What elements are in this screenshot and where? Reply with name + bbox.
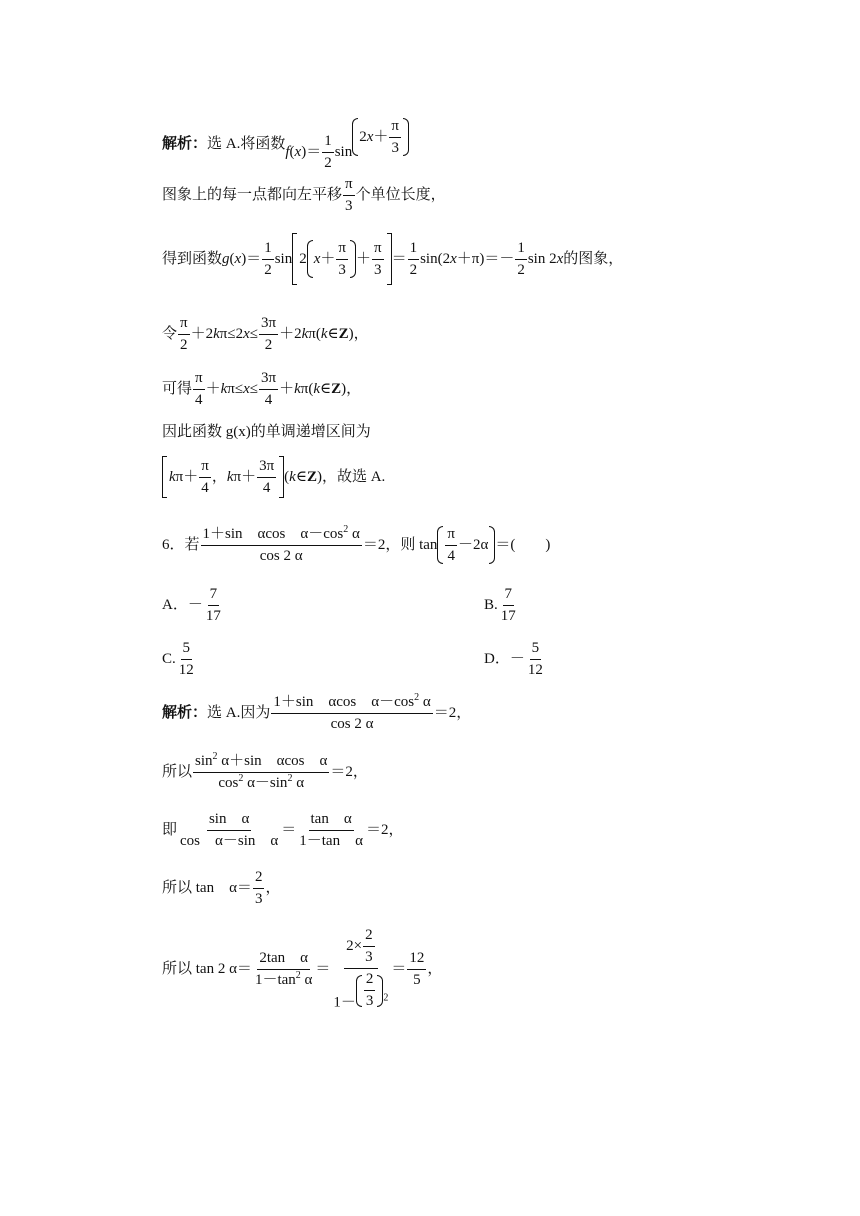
sol6-eq-5: 2tan α $1-\tan^2$ α ＝ 2× $\frac{2}{3}$ 1－ 2 3 $^2$ ＝ 12 5 ， (254, 927, 443, 1011)
option-d-letter: D． (484, 651, 510, 667)
sol6-line-3 (162, 812, 403, 849)
sol6-text-ie: 即 (162, 822, 178, 838)
option-a[interactable] (162, 587, 224, 624)
sol5-text-graph: 的图象， (563, 250, 624, 267)
sol6-eq-1: 1＋sin αcos $\alpha-\cos^2$ α cos 2 α ＝2， (273, 692, 472, 732)
sol5-line-1 (162, 118, 409, 171)
inequality-1: π 2 ＋2 k π≤2 x ≤ 3π 2 ＋2 k π( k ∈ Z )， (180, 315, 369, 353)
sol5-text-shift: 图象上的每一点都向左平移 (162, 187, 343, 203)
sol5-text-let: 令 (162, 326, 178, 342)
q6-condition-fraction: 1＋sin αcos $\alpha-\cos^2$ α cos 2 α (202, 523, 360, 564)
sol5-text-get: 得到函数 (162, 250, 223, 267)
inequality-2: π 4 ＋ k π≤ x ≤ 3π 4 ＋ k π( k ∈ Z )， (195, 370, 362, 408)
sol5-line-5 (162, 371, 361, 408)
q6-tan-arg: π 4 －2α (437, 526, 495, 564)
sol6-eq-3: sin α cos α－sin α ＝ tan α 1－tan α ＝2， (180, 811, 404, 849)
option-c[interactable] (162, 641, 197, 678)
sol6-intro: 选 A.因为 (207, 705, 271, 721)
sol5-text-obtain: 可得 (162, 381, 193, 397)
sol6-text-tan2a: 所以 tan 2 α＝ (162, 960, 252, 977)
question6-stem (162, 523, 551, 564)
fraction-pi-3: π 3 (345, 176, 353, 214)
option-d-sign: － (509, 651, 525, 667)
sol5-text-increasing: 因此函数 g(x)的单调递增区间为 (162, 424, 371, 440)
q6-number: 6．若 (162, 536, 200, 553)
formula-g: g ( x )＝ 1 2 sin 2 x ＋ π 3 ＋ π 3 ＝ 1 2 sin(2 x ＋π)＝－ 1 2 sin 2 x (222, 233, 563, 285)
option-b[interactable] (484, 587, 519, 624)
option-c-letter: C. (162, 651, 176, 667)
q6-text-then: ＝2，则 tan (362, 536, 438, 553)
option-b-letter: B. (484, 597, 498, 613)
solution6-label: 解析： (162, 705, 208, 721)
option-d[interactable] (484, 641, 546, 678)
q6-blank: ＝( ) (495, 536, 551, 553)
sol5-line-6 (162, 425, 371, 440)
sol6-eq-2: $\sin^2 \alpha+\sin$ αcos α $\cos^2 \alpha-\sin^2$ α ＝2， (195, 751, 368, 791)
sol6-text-so: 所以 (162, 764, 193, 780)
sol5-intro: 选 A.将函数 (207, 136, 286, 153)
sol6-line-4 (162, 870, 280, 907)
option-d-fraction: 5 12 (527, 640, 543, 678)
sol5-text-unit: 个单位长度， (355, 187, 446, 203)
sol5-line-2 (162, 177, 446, 214)
sol5-line-7 (162, 456, 385, 498)
interval: k π＋ π 4 ， k π＋ 3π 4 ( k ∈ Z ) (162, 456, 322, 498)
sol5-line-4 (162, 316, 369, 353)
solution-label: 解析： (162, 136, 208, 153)
option-c-fraction: 5 12 (178, 640, 194, 678)
sol6-text-tan: 所以 tan α＝ (162, 880, 252, 896)
sol5-line-3 (162, 233, 623, 285)
sol5-text-choose: ，故选 A. (321, 468, 386, 485)
formula-f: f(x)＝ $\frac{1}{2}$ sin 2 x ＋ π 3 (285, 118, 409, 171)
sol6-line-5 (162, 928, 442, 1011)
option-b-fraction: 7 17 (500, 586, 516, 624)
sol6-line-1 (162, 692, 472, 732)
option-a-letter: A． (162, 597, 188, 613)
option-a-fraction: 7 17 (205, 586, 221, 624)
sol6-line-2 (162, 751, 368, 791)
option-a-sign: － (187, 597, 203, 613)
sol6-eq-4: 2 3 ， (254, 869, 281, 907)
